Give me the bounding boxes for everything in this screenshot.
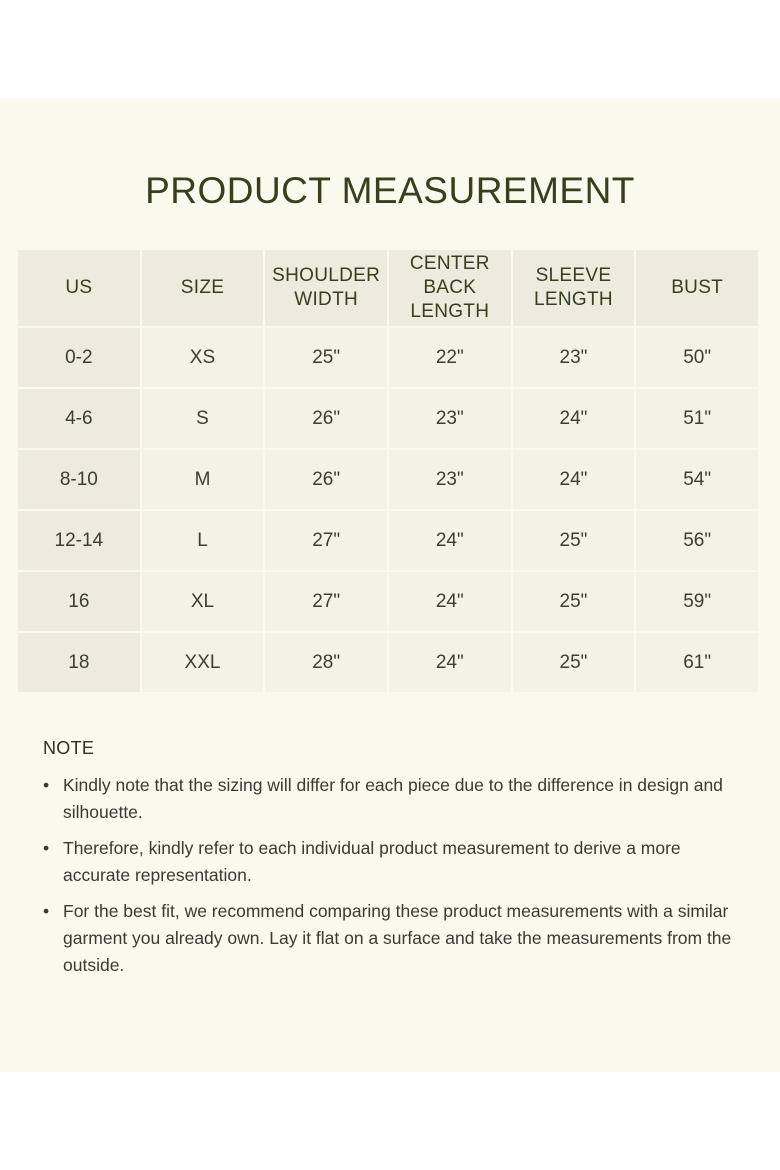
cell-bust: 54" <box>636 450 758 509</box>
page-title: PRODUCT MEASUREMENT <box>145 170 635 211</box>
cell-shoulder-width: 28" <box>265 633 387 692</box>
cell-us: 18 <box>18 633 140 692</box>
cell-us: 12-14 <box>18 511 140 570</box>
header-bust: BUST <box>636 250 758 326</box>
cell-bust: 50" <box>636 328 758 387</box>
cell-size: M <box>142 450 264 509</box>
cell-center-back-length: 22" <box>389 328 511 387</box>
cell-center-back-length: 24" <box>389 572 511 631</box>
header-center-back-length: CENTER BACK LENGTH <box>389 250 511 326</box>
bullet-icon: • <box>43 838 50 858</box>
header-size: SIZE <box>142 250 264 326</box>
cell-size: XS <box>142 328 264 387</box>
cell-size: S <box>142 389 264 448</box>
cell-center-back-length: 23" <box>389 450 511 509</box>
cell-size: L <box>142 511 264 570</box>
measurement-table <box>16 248 760 694</box>
cell-shoulder-width: 27" <box>265 572 387 631</box>
table-header-row <box>18 250 758 326</box>
cell-sleeve-length: 24" <box>513 450 635 509</box>
cell-sleeve-length: 25" <box>513 572 635 631</box>
cell-bust: 56" <box>636 511 758 570</box>
cell-shoulder-width: 26" <box>265 389 387 448</box>
table-row <box>18 633 758 692</box>
cell-center-back-length: 24" <box>389 633 511 692</box>
cell-us: 8-10 <box>18 450 140 509</box>
cell-us: 0-2 <box>18 328 140 387</box>
cell-size: XL <box>142 572 264 631</box>
cell-size: XXL <box>142 633 264 692</box>
cell-sleeve-length: 23" <box>513 328 635 387</box>
cell-bust: 51" <box>636 389 758 448</box>
cell-center-back-length: 24" <box>389 511 511 570</box>
table-row <box>18 511 758 570</box>
cell-bust: 61" <box>636 633 758 692</box>
cell-shoulder-width: 25" <box>265 328 387 387</box>
cell-sleeve-length: 25" <box>513 511 635 570</box>
table-row <box>18 328 758 387</box>
cell-center-back-length: 23" <box>389 389 511 448</box>
table-row <box>18 450 758 509</box>
header-us: US <box>18 250 140 326</box>
cell-sleeve-length: 25" <box>513 633 635 692</box>
list-item: • For the best fit, we recommend comparing these product measurements with a similar garment you already own. Lay it flat on a surface and take the measurements from the outside. <box>43 898 733 979</box>
bullet-icon: • <box>43 775 50 795</box>
bullet-icon: • <box>43 901 50 921</box>
list-item: • Therefore, kindly refer to each individual product measurement to derive a more accurate representation. <box>43 835 733 889</box>
cell-shoulder-width: 27" <box>265 511 387 570</box>
header-shoulder-width: SHOULDER WIDTH <box>265 250 387 326</box>
cell-us: 16 <box>18 572 140 631</box>
list-item: • Kindly note that the sizing will differ for each piece due to the difference in design and silhouette. <box>43 772 733 826</box>
cell-sleeve-length: 24" <box>513 389 635 448</box>
cell-bust: 59" <box>636 572 758 631</box>
note-list <box>43 772 733 988</box>
table-row <box>18 389 758 448</box>
cell-shoulder-width: 26" <box>265 450 387 509</box>
note-heading: NOTE <box>43 738 95 758</box>
cell-us: 4-6 <box>18 389 140 448</box>
table-row <box>18 572 758 631</box>
header-sleeve-length: SLEEVE LENGTH <box>513 250 635 326</box>
